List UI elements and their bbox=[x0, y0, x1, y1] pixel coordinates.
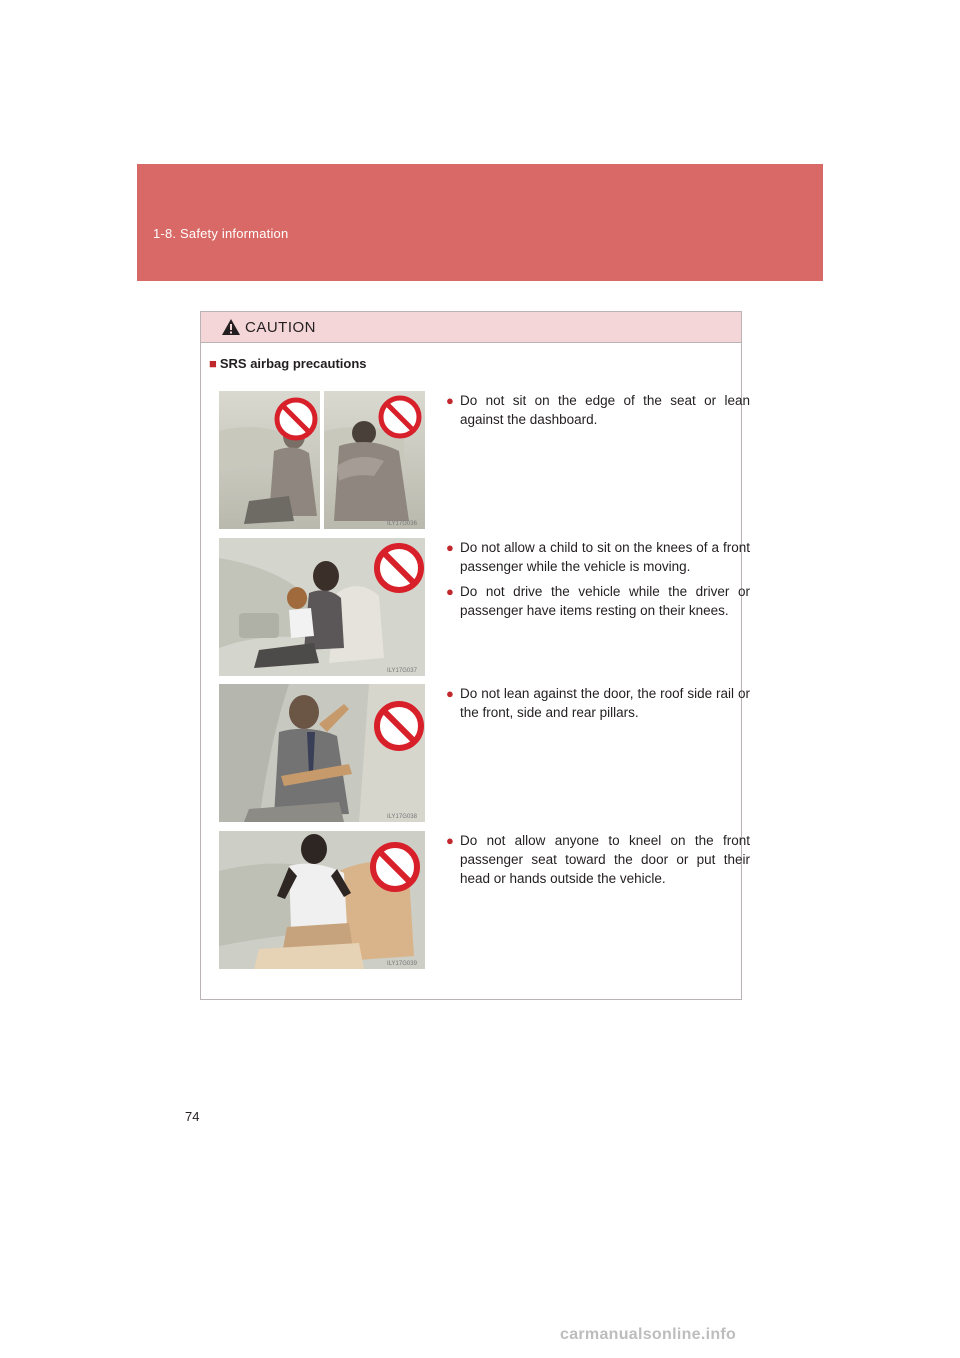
caution-box bbox=[200, 311, 750, 1000]
caution-item-4 bbox=[219, 831, 750, 971]
caution-item-3 bbox=[219, 684, 750, 824]
bullet-marker: ● bbox=[446, 393, 454, 408]
footer-watermark[interactable]: carmanualsonline.info bbox=[560, 1326, 737, 1343]
section-title: 1-8. Safety information bbox=[153, 226, 289, 241]
caution-label: CAUTION bbox=[245, 319, 316, 336]
caution-item-3-bullets bbox=[432, 684, 750, 728]
caution-bar bbox=[201, 312, 741, 343]
bullet-marker: ● bbox=[446, 540, 454, 555]
illustration-sit-edge-lean-dashboard bbox=[219, 391, 425, 529]
caution-item-1 bbox=[219, 391, 750, 531]
bullet-text: Do not allow a child to sit on the knees of a front passenger while the vehicle is moving. bbox=[460, 540, 750, 574]
illustration-code: ILY17G037 bbox=[387, 668, 417, 674]
illustration-code: ILY17G038 bbox=[387, 814, 417, 820]
bullet-item bbox=[432, 582, 750, 620]
bullet-item bbox=[432, 391, 750, 429]
bullet-item bbox=[432, 831, 750, 888]
bullet-item bbox=[432, 684, 750, 722]
subheading-marker: ■ bbox=[209, 356, 217, 371]
illustration-code: ILY17G039 bbox=[387, 961, 417, 967]
page-number: 74 bbox=[185, 1109, 200, 1124]
bullet-item bbox=[432, 538, 750, 576]
caution-item-2 bbox=[219, 538, 750, 678]
illustration-code: ILY17G036 bbox=[387, 521, 417, 527]
bullet-text: Do not sit on the edge of the seat or lean against the dashboard. bbox=[460, 393, 750, 427]
caution-item-4-bullets bbox=[432, 831, 750, 894]
bullet-text: Do not allow anyone to kneel on the front passenger seat toward the door or put their head or hands outside the vehicle. bbox=[460, 833, 750, 886]
subheading-text: SRS airbag precautions bbox=[219, 356, 367, 371]
caution-item-1-bullets bbox=[432, 391, 750, 435]
illustration-lean-against-door bbox=[219, 684, 425, 822]
illustration-child-on-knees bbox=[219, 538, 425, 676]
bullet-marker: ● bbox=[446, 833, 454, 848]
section-header-band bbox=[137, 164, 823, 281]
illustration-kneel-on-seat bbox=[219, 831, 425, 969]
caution-item-2-bullets bbox=[432, 538, 750, 626]
bullet-marker: ● bbox=[446, 686, 454, 701]
bullet-text: Do not drive the vehicle while the driver or passenger have items resting on their knees. bbox=[460, 584, 750, 618]
warning-triangle-icon bbox=[221, 318, 241, 336]
bullet-marker: ● bbox=[446, 584, 454, 599]
bullet-text: Do not lean against the door, the roof side rail or the front, side and rear pillars. bbox=[460, 686, 750, 720]
caution-subheading bbox=[209, 356, 367, 371]
